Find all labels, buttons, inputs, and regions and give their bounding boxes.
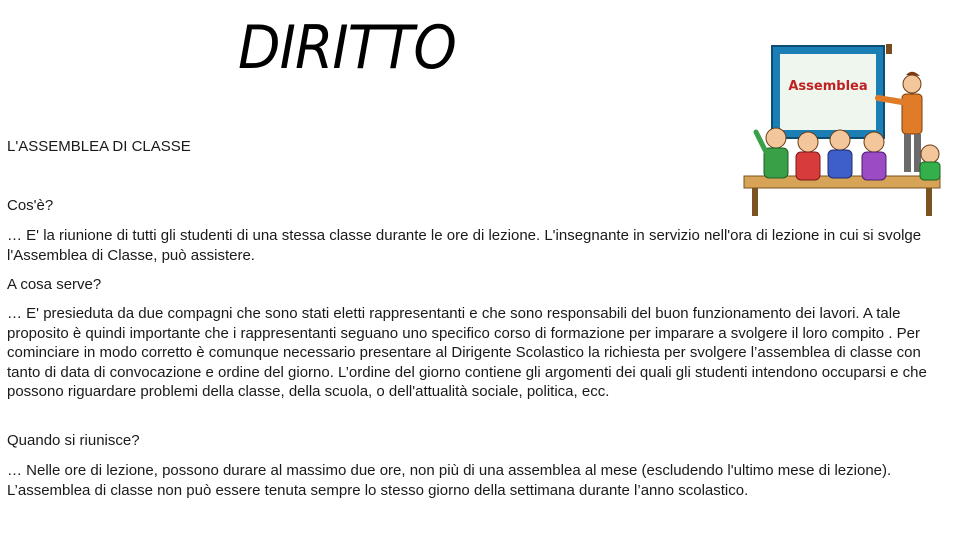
question-what-is-it: Cos'è?	[7, 197, 54, 214]
page-title: DIRITTO	[238, 13, 456, 83]
board-label: Assemblea	[788, 79, 868, 94]
answer-when: … Nelle ore di lezione, possono durare al massimo due ore, non più di una assemblea al mese (escludendo l'ultimo mese di lezione). L’assemblea di classe non può essere tenuta sempre lo stesso giorno della settimana durante l’anno scolastico.	[7, 462, 896, 499]
question-purpose: A cosa serve?	[7, 276, 102, 293]
question-when: Quando si riunisce?	[7, 432, 140, 449]
section-heading: L'ASSEMBLEA DI CLASSE	[7, 138, 191, 155]
answer-what-is-it: … E' la riunione di tutti gli studenti di una stessa classe durante le ore di lezione. L'insegnante in servizio nell'ora di lezione in cui si svolge l'Assemblea di Classe, può assistere.	[7, 227, 926, 264]
answer-purpose: … E' presieduta da due compagni che sono stati eletti rappresentanti e che sono responsabili del buon funzionamento dei lavori. A tale proposito è quindi importante che i rappresentanti seguano uno specifico corso di formazione per imparare a svolgere il loro compito . Per cominciare in modo corretto è comunque necessario presentare al Dirigente Scolastico la richiesta per svolgere l’assemblea di classe con tanto di data di convocazione e ordine del giorno. L’ordine del giorno contiene gli argomenti dei quali gli studenti intendono occuparsi e che possono riguardare problemi della classe, della scuola, o dell'attualità sociale, politica, ecc.	[7, 305, 931, 400]
assembly-illustration	[736, 44, 946, 220]
